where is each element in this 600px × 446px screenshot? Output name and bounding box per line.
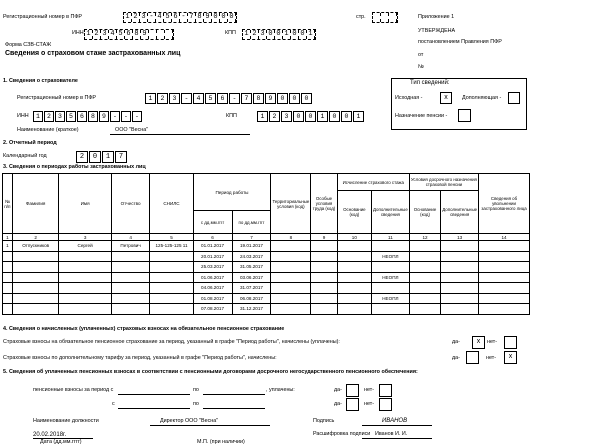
signature-label: Подпись xyxy=(313,418,335,424)
digit-cell xyxy=(149,30,157,39)
digit-cell: 5 xyxy=(117,30,125,39)
table-cell xyxy=(311,293,337,304)
digit-cell: 3 xyxy=(281,111,292,122)
table-cell xyxy=(150,262,193,273)
table-cell xyxy=(150,304,193,315)
digit-cell: 4 xyxy=(109,30,117,39)
table-cell xyxy=(111,304,150,315)
digit-cell: 3 xyxy=(169,93,180,104)
column-number: 10 xyxy=(337,234,371,241)
table-cell xyxy=(337,262,371,273)
digit-cell xyxy=(165,30,173,39)
s1-kpp-label: КПП xyxy=(226,113,237,119)
table-cell xyxy=(409,262,441,273)
s1-name-label: Наименование (краткое) xyxy=(17,127,79,133)
table-cell xyxy=(311,262,337,273)
s1-name-underline xyxy=(110,134,250,135)
digit-cell: 0 xyxy=(289,93,300,104)
table-cell xyxy=(479,293,530,304)
column-number: 7 xyxy=(232,234,271,241)
table-cell xyxy=(12,283,59,294)
digit-cell: 3 xyxy=(259,30,267,39)
s1-reg-cells xyxy=(145,93,313,104)
th-territory: Территориальные условия (код) xyxy=(271,174,311,234)
s4-no1-checkbox[interactable] xyxy=(504,336,517,349)
table-cell: 19.01.2017 xyxy=(232,241,271,252)
decode-label: Расшифровка подписи xyxy=(313,431,371,437)
year-label: Календарный год xyxy=(3,153,47,159)
page-label: стр. xyxy=(356,14,366,20)
column-number: 13 xyxy=(441,234,479,241)
table-cell xyxy=(3,251,13,262)
s5-no1-label: нет- xyxy=(364,387,375,393)
table-row xyxy=(3,283,530,294)
th-basis: Основание (код) xyxy=(337,191,371,234)
table-cell xyxy=(12,262,59,273)
column-number: 4 xyxy=(111,234,150,241)
column-number: 9 xyxy=(311,234,337,241)
th-basis2: Основание (код) xyxy=(409,191,441,234)
table-cell: Отпускников xyxy=(12,241,59,252)
table-cell xyxy=(409,251,441,262)
signature-value: ИВАНОВ xyxy=(382,418,408,424)
digit-cell: 0 xyxy=(212,13,220,22)
table-cell xyxy=(59,293,111,304)
digit-cell: 0 xyxy=(299,30,307,39)
column-number: 6 xyxy=(193,234,232,241)
table-cell xyxy=(150,272,193,283)
table-cell xyxy=(59,283,111,294)
th-insurance: Исчисление страхового стажа xyxy=(337,174,409,191)
column-number: 14 xyxy=(479,234,530,241)
table-cell xyxy=(12,304,59,315)
table-cell: Сергей xyxy=(59,241,111,252)
form-title: Сведения о страховом стаже застрахованных лиц xyxy=(5,50,181,57)
table-cell xyxy=(3,283,13,294)
digit-cell: 0 xyxy=(267,30,275,39)
date-value: 20.02.2018г. xyxy=(33,432,67,438)
decode-underline xyxy=(362,438,432,439)
table-cell xyxy=(3,262,13,273)
s4-yes2-label: да- xyxy=(452,355,460,361)
digit-cell: 3 xyxy=(55,111,65,122)
digit-cell: 2 xyxy=(44,111,54,122)
table-cell xyxy=(12,251,59,262)
table-cell xyxy=(150,251,193,262)
digit-cell: 3 xyxy=(101,30,109,39)
pension-label: Назначение пенсии - xyxy=(395,113,448,119)
work-periods-table xyxy=(2,173,530,315)
from-label: от xyxy=(418,52,424,58)
digit-cell xyxy=(389,13,397,22)
table-cell xyxy=(441,283,479,294)
digit-cell: 9 xyxy=(204,13,212,22)
s5-contrib-label: пенсионные взносы за период с xyxy=(33,387,114,393)
table-cell: 24.03.2017 xyxy=(232,251,271,262)
table-cell: 06.08.2017 xyxy=(232,293,271,304)
digit-cell: 7 xyxy=(241,93,252,104)
s4-line1: Страховые взносы на обязательное пенсионное страхование за период, указанный в графе "Период работы", начислены (уплачены): xyxy=(3,339,340,345)
digit-cell: 5 xyxy=(66,111,76,122)
inn-label: ИНН xyxy=(72,30,84,36)
kpp-cells xyxy=(242,29,316,40)
number-label: № xyxy=(418,64,424,70)
digit-cell: 8 xyxy=(133,30,141,39)
table-cell xyxy=(111,293,150,304)
digit-cell: 4 xyxy=(193,93,204,104)
digit-cell: 1 xyxy=(102,151,114,163)
digit-cell: 2 xyxy=(93,30,101,39)
s5-yes2-label: да- xyxy=(334,401,342,407)
table-cell xyxy=(271,251,311,262)
s1-reg-label: Регистрационный номер в ПФР xyxy=(17,95,97,101)
table-cell xyxy=(271,293,311,304)
table-cell xyxy=(311,304,337,315)
column-number: 3 xyxy=(59,234,111,241)
table-cell xyxy=(479,283,530,294)
table-cell xyxy=(59,304,111,315)
form-name: Форма СЗВ-СТАЖ xyxy=(5,42,52,48)
table-cell: 31.12.2017 xyxy=(232,304,271,315)
table-cell: 01.06.2017 xyxy=(193,272,232,283)
digit-cell: 2 xyxy=(132,13,140,22)
th-dismissal: Сведения об увольнении застрахованного лица xyxy=(479,174,530,234)
column-number: 2 xyxy=(12,234,59,241)
table-cell xyxy=(409,283,441,294)
s4-line2: Страховые взносы по дополнительному тарифу за период, указанный в графе "Период работы", начислены: xyxy=(3,355,277,361)
digit-cell: 9 xyxy=(265,93,276,104)
th-period: Период работы xyxy=(193,174,271,211)
page-cells[interactable] xyxy=(372,12,398,23)
table-cell xyxy=(372,262,410,273)
th-from: с дд.мм.гггг xyxy=(193,211,232,234)
table-cell xyxy=(271,262,311,273)
s5-from2-line xyxy=(118,408,190,409)
signature-underline xyxy=(362,425,432,426)
digit-cell: 6 xyxy=(77,111,87,122)
table-cell xyxy=(150,293,193,304)
s5-to-label: по xyxy=(193,387,199,393)
table-cell xyxy=(111,262,150,273)
table-row xyxy=(3,304,530,315)
table-cell xyxy=(271,304,311,315)
table-cell xyxy=(479,241,530,252)
table-cell: 01.08.2017 xyxy=(193,293,232,304)
s1-inn-cells xyxy=(33,111,143,122)
position-value: Директор ООО "Весна" xyxy=(160,418,219,424)
s5-no1-checkbox[interactable] xyxy=(379,384,392,397)
year-cells xyxy=(76,151,128,163)
table-row xyxy=(3,241,530,252)
initial-checkbox[interactable]: x xyxy=(440,92,452,104)
table-cell xyxy=(372,283,410,294)
section3-title: 3. Сведения о периодах работы застрахованных лиц xyxy=(3,164,146,170)
s5-yes1-checkbox[interactable] xyxy=(346,384,359,397)
approved-by: постановлением Правления ПФР xyxy=(418,39,502,45)
s4-yes2-checkbox[interactable] xyxy=(466,351,479,364)
digit-cell: 0 xyxy=(329,111,340,122)
table-cell xyxy=(372,241,410,252)
s1-kpp-cells xyxy=(257,111,365,122)
column-number: 1 xyxy=(3,234,13,241)
table-cell xyxy=(3,304,13,315)
table-cell: 1 xyxy=(3,241,13,252)
digit-cell: 0 xyxy=(220,13,228,22)
digit-cell: 0 xyxy=(293,111,304,122)
table-cell xyxy=(337,293,371,304)
s5-to2-line xyxy=(203,408,265,409)
digit-cell: 9 xyxy=(99,111,109,122)
th-snils: СНИЛС xyxy=(150,174,193,234)
digit-cell: 2 xyxy=(269,111,280,122)
digit-cell xyxy=(157,30,165,39)
digit-cell: 1 xyxy=(124,13,132,22)
digit-cell: 2 xyxy=(157,93,168,104)
stamp-label: М.П. (при наличии) xyxy=(197,439,245,445)
table-cell xyxy=(3,293,13,304)
table-cell xyxy=(409,272,441,283)
table-cell xyxy=(337,241,371,252)
table-cell xyxy=(441,272,479,283)
digit-cell: 2 xyxy=(76,151,88,163)
position-underline xyxy=(150,425,270,426)
reg-number-label: Регистрационный номер в ПФР xyxy=(3,14,83,20)
digit-cell: 0 xyxy=(275,30,283,39)
type-title: Тип сведений: xyxy=(410,80,450,86)
digit-cell: 6 xyxy=(125,30,133,39)
table-cell xyxy=(409,241,441,252)
digit-cell: 1 xyxy=(307,30,315,39)
digit-cell: 1 xyxy=(243,30,251,39)
digit-cell xyxy=(381,13,389,22)
section1-title: 1. Сведения о страхователе xyxy=(3,78,78,84)
s5-yes1-label: да- xyxy=(334,387,342,393)
table-cell xyxy=(479,272,530,283)
s5-from2-label: с xyxy=(112,401,115,407)
digit-cell: 0 xyxy=(301,93,312,104)
digit-cell: 1 xyxy=(257,111,268,122)
position-label: Наименование должности xyxy=(33,418,99,424)
digit-cell: 1 xyxy=(317,111,328,122)
date-label: Дата (дд.мм.гггг) xyxy=(40,439,82,445)
table-cell xyxy=(111,251,150,262)
digit-cell: 7 xyxy=(188,13,196,22)
th-first-name: Имя xyxy=(59,174,111,234)
s4-yes1-checkbox[interactable]: x xyxy=(472,336,485,349)
digit-cell: 1 xyxy=(33,111,43,122)
table-cell xyxy=(441,262,479,273)
table-cell xyxy=(311,241,337,252)
digit-cell: 6 xyxy=(217,93,228,104)
digit-cell: - xyxy=(132,111,142,122)
table-cell xyxy=(409,293,441,304)
inn-cells xyxy=(84,29,174,40)
additional-checkbox[interactable] xyxy=(508,92,520,104)
table-row xyxy=(3,272,530,283)
s4-no1-label: нет- xyxy=(487,339,498,345)
th-early: Условия досрочного назначения страховой пенсии xyxy=(409,174,478,191)
table-cell xyxy=(59,262,111,273)
digit-cell: 4 xyxy=(156,13,164,22)
table-cell: 04.06.2017 xyxy=(193,283,232,294)
table-cell: 125-125-125 11 xyxy=(150,241,193,252)
table-cell xyxy=(271,241,311,252)
table-cell: 31.07.2017 xyxy=(232,283,271,294)
digit-cell: - xyxy=(148,13,156,22)
section4-title: 4. Сведения о начисленных (уплаченных) страховых взносах на обязательное пенсионное страхование xyxy=(3,326,285,332)
pension-checkbox[interactable] xyxy=(458,109,471,122)
s4-yes1-label: да- xyxy=(452,339,460,345)
th-to: по дд.мм.гггг xyxy=(232,211,271,234)
kpp-label: КПП xyxy=(225,30,236,36)
digit-cell: 1 xyxy=(283,30,291,39)
s4-no2-label: нет- xyxy=(486,355,497,361)
table-row xyxy=(3,293,530,304)
digit-cell xyxy=(373,13,381,22)
digit-cell: 3 xyxy=(140,13,148,22)
table-cell xyxy=(311,283,337,294)
s5-yes2-checkbox[interactable] xyxy=(346,398,359,411)
digit-cell: 0 xyxy=(277,93,288,104)
table-cell xyxy=(311,251,337,262)
digit-cell: - xyxy=(181,93,192,104)
table-cell xyxy=(3,272,13,283)
table-cell xyxy=(271,272,311,283)
s5-no2-label: нет- xyxy=(364,401,375,407)
table-cell xyxy=(111,272,150,283)
s4-no2-checkbox[interactable]: x xyxy=(504,351,517,364)
initial-label: Исходная - xyxy=(395,95,423,101)
table-cell xyxy=(12,293,59,304)
table-cell xyxy=(337,251,371,262)
digit-cell: 0 xyxy=(305,111,316,122)
digit-cell: 9 xyxy=(141,30,149,39)
table-cell xyxy=(271,283,311,294)
digit-cell: 5 xyxy=(205,93,216,104)
s1-name-value: ООО "Весна" xyxy=(115,127,149,133)
table-cell: НЕОПЛ xyxy=(372,251,410,262)
table-cell xyxy=(479,304,530,315)
table-cell xyxy=(441,241,479,252)
decode-value: Иванов И. И. xyxy=(375,431,408,437)
digit-cell: 1 xyxy=(353,111,364,122)
column-number: 5 xyxy=(150,234,193,241)
table-cell xyxy=(337,304,371,315)
table-cell xyxy=(150,283,193,294)
table-cell xyxy=(59,272,111,283)
digit-cell: 8 xyxy=(88,111,98,122)
table-cell: 07.08.2017 xyxy=(193,304,232,315)
s1-inn-label: ИНН xyxy=(17,113,29,119)
digit-cell: 0 xyxy=(89,151,101,163)
section5-title: 5. Сведения об уплаченных пенсионных взносах в соответствии с пенсионными договорами досрочного негосударственного пенсионного обеспечения: xyxy=(3,369,418,375)
table-cell xyxy=(337,272,371,283)
table-cell xyxy=(479,262,530,273)
table-cell xyxy=(441,304,479,315)
table-cell xyxy=(311,272,337,283)
table-cell: 01.01.2017 xyxy=(193,241,232,252)
digit-cell: 0 xyxy=(291,30,299,39)
column-numbers-row xyxy=(3,234,530,241)
column-number: 8 xyxy=(271,234,311,241)
reg-number-cells xyxy=(123,12,237,23)
th-last-name: Фамилия xyxy=(12,174,59,234)
section2-title: 2. Отчетный период xyxy=(3,140,57,146)
table-cell: 31.05.2017 xyxy=(232,262,271,273)
table-cell: Петрович xyxy=(111,241,150,252)
th-no: № п/п xyxy=(3,174,13,234)
table-cell: 20.01.2017 xyxy=(193,251,232,262)
table-cell xyxy=(441,293,479,304)
table-cell xyxy=(12,272,59,283)
table-row xyxy=(3,262,530,273)
digit-cell: - xyxy=(121,111,131,122)
digit-cell: 6 xyxy=(172,13,180,22)
digit-cell: 1 xyxy=(145,93,156,104)
s5-to2-label: по xyxy=(193,401,199,407)
approved-label: УТВЕРЖДЕНА xyxy=(418,28,456,34)
table-cell xyxy=(111,283,150,294)
table-cell xyxy=(59,251,111,262)
table-cell: 25.03.2017 xyxy=(193,262,232,273)
digit-cell: 8 xyxy=(196,13,204,22)
table-cell xyxy=(372,304,410,315)
table-cell xyxy=(337,283,371,294)
column-number: 11 xyxy=(372,234,410,241)
table-row xyxy=(3,251,530,262)
s5-to-line xyxy=(203,394,265,395)
th-special: Особые условия труда (код) xyxy=(311,174,337,234)
digit-cell: - xyxy=(110,111,120,122)
digit-cell: 2 xyxy=(251,30,259,39)
table-cell xyxy=(479,251,530,262)
digit-cell: 8 xyxy=(253,93,264,104)
additional-label: Дополняющая - xyxy=(462,95,502,101)
th-middle-name: Отчество xyxy=(111,174,150,234)
table-cell: НЕОПЛ xyxy=(372,272,410,283)
column-number: 12 xyxy=(409,234,441,241)
table-cell xyxy=(441,251,479,262)
table-cell: НЕОПЛ xyxy=(372,293,410,304)
digit-cell: 5 xyxy=(164,13,172,22)
digit-cell: 0 xyxy=(341,111,352,122)
s5-paid-label: , уплачены: xyxy=(266,387,295,393)
th-extra2: Дополнительные сведения xyxy=(441,191,479,234)
s5-no2-checkbox[interactable] xyxy=(379,398,392,411)
digit-cell: - xyxy=(229,93,240,104)
digit-cell: 7 xyxy=(115,151,127,163)
table-cell xyxy=(409,304,441,315)
s5-from-line xyxy=(118,394,190,395)
appendix-label: Приложение 1 xyxy=(418,14,455,20)
digit-cell: - xyxy=(180,13,188,22)
digit-cell: 1 xyxy=(85,30,93,39)
th-extra: Дополнительные сведения xyxy=(372,191,410,234)
digit-cell: 0 xyxy=(228,13,236,22)
table-cell: 03.06.2017 xyxy=(232,272,271,283)
